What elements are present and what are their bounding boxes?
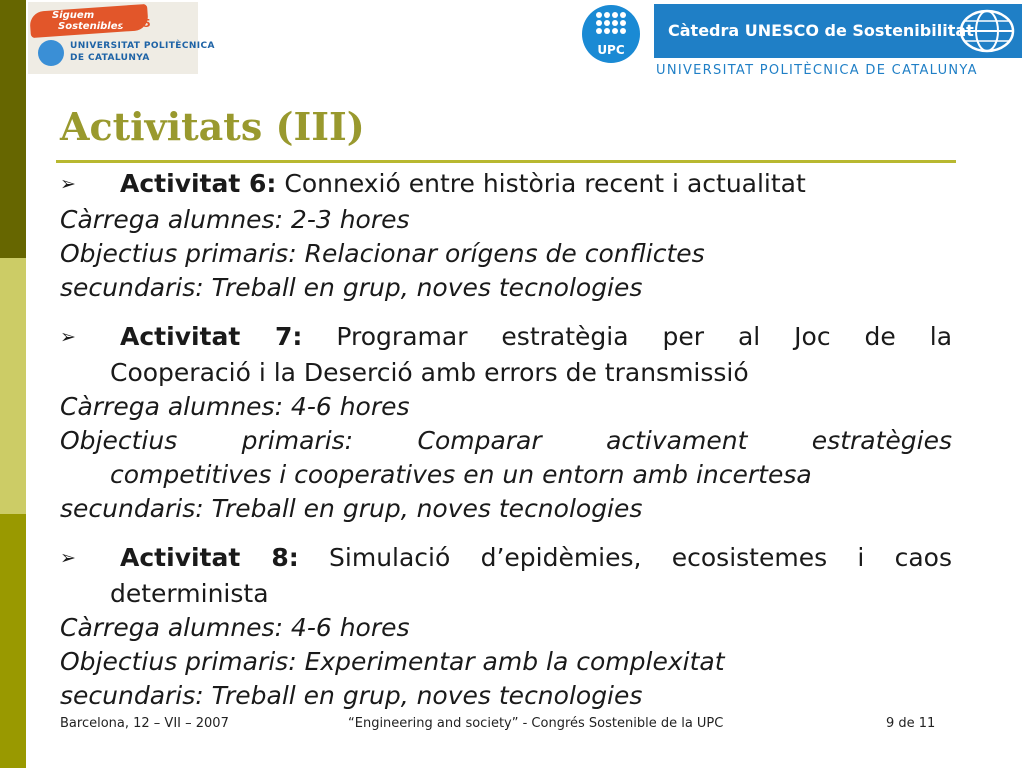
side-bar-light [0,258,26,514]
arrow-bullet-icon: ➢ [60,173,76,195]
upc-dots-icon [38,40,64,66]
upc-small-line2: DE CATALUNYA [70,53,150,63]
footer-event: “Engineering and society” - Congrés Sostenible de la UPC [348,716,724,731]
footer-date: Barcelona, 12 – VII – 2007 [60,716,229,731]
banner-line1: Siguem [52,10,95,21]
side-bar-olive [0,514,26,768]
activity-7-primary-cont: competitives i cooperatives en un entorn amb incertesa [110,460,812,489]
globe-icon [958,8,1016,54]
dots-grid-icon [596,12,626,40]
activity-8-primary: Objectius primaris: Experimentar amb la complexitat [60,647,725,676]
activity-7-description: Programar estratègia per al Joc de la [336,322,953,351]
side-bar-dark [0,0,26,258]
activity-6-secondary: secundaris: Treball en grup, noves tecnologies [60,273,643,302]
activity-6-heading-line [60,167,952,203]
activity-7-heading-line [60,320,952,356]
slide-content [60,167,952,713]
activity-8-description-cont: determinista [110,579,269,608]
activity-6-label: Activitat 6: [120,169,277,198]
activity-8-label: Activitat 8: [120,543,299,572]
slide-title: Activitats (III) [60,104,365,149]
upc-badge-text: UPC [597,43,625,57]
upc-full-name: UNIVERSITAT POLITÈCNICA DE CATALUNYA [656,63,978,78]
catedra-text: Càtedra UNESCO de Sostenibilitat [668,21,974,40]
activity-8-secondary: secundaris: Treball en grup, noves tecnologies [60,681,643,710]
activity-8-load: Càrrega alumnes: 4-6 hores [60,613,410,642]
activity-7-load: Càrrega alumnes: 4-6 hores [60,392,410,421]
upc-badge-logo [582,5,640,63]
activity-7-description-cont: Cooperació i la Deserció amb errors de transmissió [110,358,749,387]
activity-6-primary: Objectius primaris: Relacionar orígens de conflictes [60,239,705,268]
activity-7-label: Activitat 7: [120,322,303,351]
activity-8-description: Simulació d’epidèmies, ecosistemes i caos [329,543,952,572]
footer-page-number: 9 de 11 [886,716,936,731]
upc-small-line1: UNIVERSITAT POLITÈCNICA [70,41,215,51]
title-underline [56,160,956,163]
banner-line2: Sostenibles [58,21,124,32]
arrow-bullet-icon: ➢ [60,326,76,348]
activity-8-heading-line [60,541,952,577]
activity-7-primary: Objectius primaris: Comparar activament estratègies [60,426,952,455]
arrow-bullet-icon: ➢ [60,547,76,569]
banner-year: 2015 [120,17,151,30]
activity-6-description: Connexió entre història recent i actualitat [284,169,806,198]
activity-6-load: Càrrega alumnes: 2-3 hores [60,205,410,234]
activity-7-secondary: secundaris: Treball en grup, noves tecnologies [60,494,643,523]
